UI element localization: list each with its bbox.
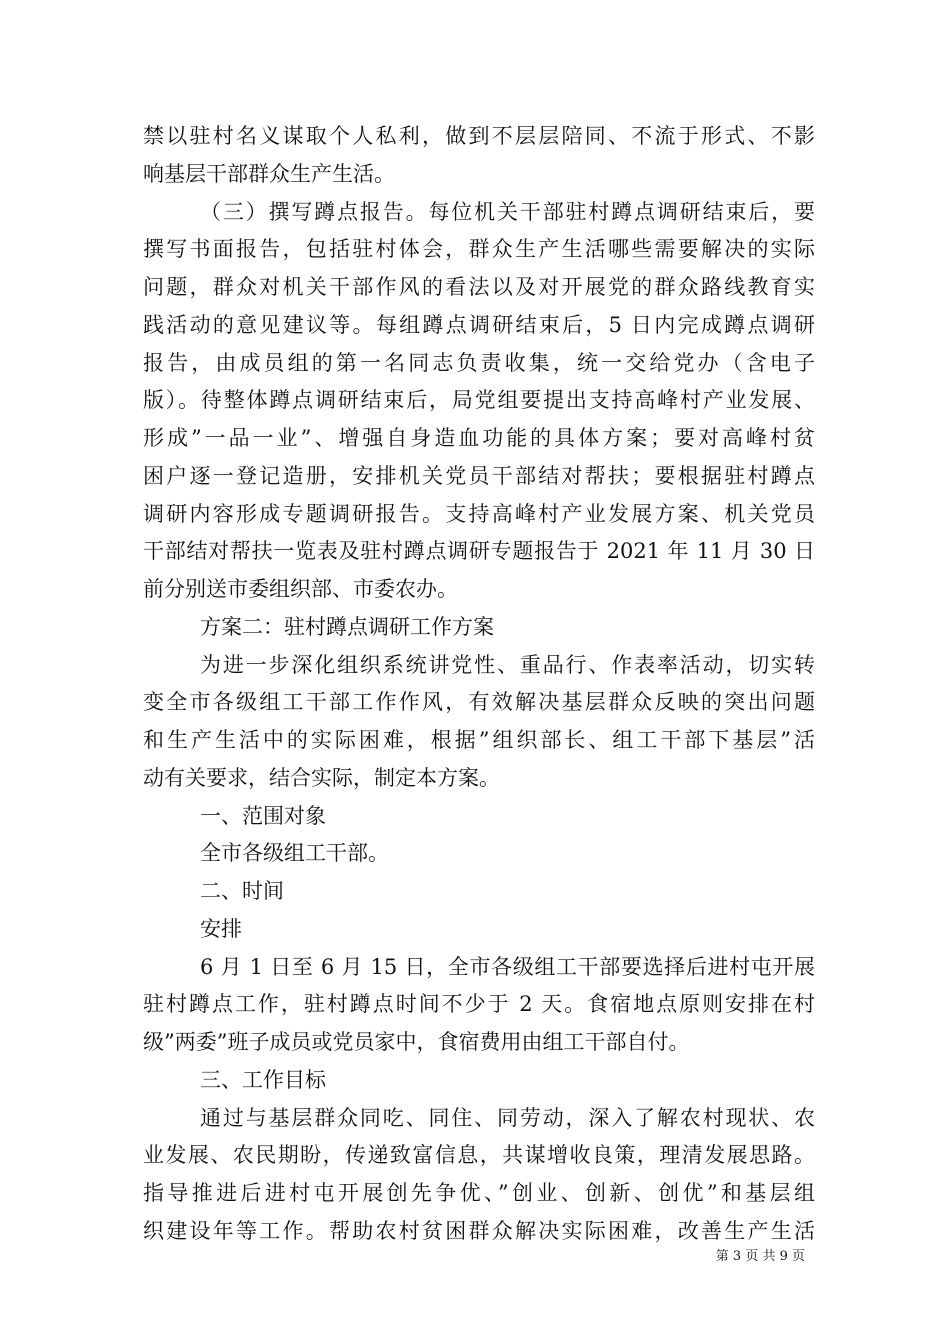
text-line: 方案二：驻村蹲点调研工作方案 [200, 614, 494, 639]
text-line: 干部结对帮扶一览表及驻村蹲点调研专题报告于 2021 年 11 月 30 日 [143, 539, 815, 564]
text-line: 形成”一品一业”、增强自身造血功能的具体方案；要对高峰村贫 [143, 426, 815, 450]
text-line: 和生产生活中的实际困难，根据”组织部长、组工干部下基层”活 [143, 728, 815, 752]
text-line: 响基层干部群众生产生活。 [143, 161, 395, 186]
text-line: 织建设年等工作。帮助农村贫困群众解决实际困难，改善生产生活 [143, 1218, 815, 1243]
text-line: 驻村蹲点工作，驻村蹲点时间不少于 2 天。食宿地点原则安排在村 [143, 992, 815, 1017]
text-line: 级”两委”班子成员或党员家中，食宿费用由组工干部自付。 [143, 1030, 690, 1054]
text-line: 践活动的意见建议等。每组蹲点调研结束后，5 日内完成蹲点调研 [143, 312, 815, 337]
page-number-footer: 第 3 页 共 9 页 [715, 1249, 805, 1264]
document-body [143, 118, 815, 1251]
text-line: 问题，群众对机关干部作风的看法以及对开展党的群众路线教育实 [143, 275, 815, 299]
text-line: 为进一步深化组织系统讲党性、重品行、作表率活动，切实转 [200, 652, 815, 677]
text-line: 业发展、农民期盼，传递致富信息，共谋增收良策，理清发展思路。 [143, 1143, 815, 1168]
text-line: 版）。待整体蹲点调研结束后，局党组要提出支持高峰村产业发展、 [143, 388, 815, 413]
text-line: （三）撰写蹲点报告。每位机关干部驻村蹲点调研结束后，要 [200, 199, 815, 224]
text-line: 动有关要求，结合实际，制定本方案。 [143, 765, 500, 790]
text-line: 通过与基层群众同吃、同住、同劳动，深入了解农村现状、农 [200, 1105, 815, 1130]
text-line: 调研内容形成专题调研报告。支持高峰村产业发展方案、机关党员 [143, 501, 815, 526]
text-line: 安排 [200, 916, 242, 941]
text-line: 全市各级组工干部。 [200, 841, 389, 866]
text-line: 禁以驻村名义谋取个人私利，做到不层层陪同、不流于形式、不影 [143, 124, 815, 148]
text-line: 困户逐一登记造册，安排机关党员干部结对帮扶；要根据驻村蹲点 [143, 463, 815, 488]
text-line: 报告，由成员组的第一名同志负责收集，统一交给党办（含电子 [143, 350, 815, 375]
text-line: 变全市各级组工干部工作作风，有效解决基层群众反映的突出问题 [143, 690, 815, 715]
text-line: 撰写书面报告，包括驻村体会，群众生产生活哪些需要解决的实际 [143, 237, 815, 262]
text-line: 指导推进后进村屯开展创先争优、”创业、创新、创优”和基层组 [143, 1181, 815, 1205]
text-line: 三、工作目标 [200, 1067, 326, 1092]
text-line: 二、时间 [200, 879, 284, 903]
text-line: 前分别送市委组织部、市委农办。 [143, 577, 458, 601]
text-line: 6 月 1 日至 6 月 15 日，全市各级组工干部要选择后进村屯开展 [200, 954, 815, 979]
text-line: 一、范围对象 [200, 803, 326, 828]
